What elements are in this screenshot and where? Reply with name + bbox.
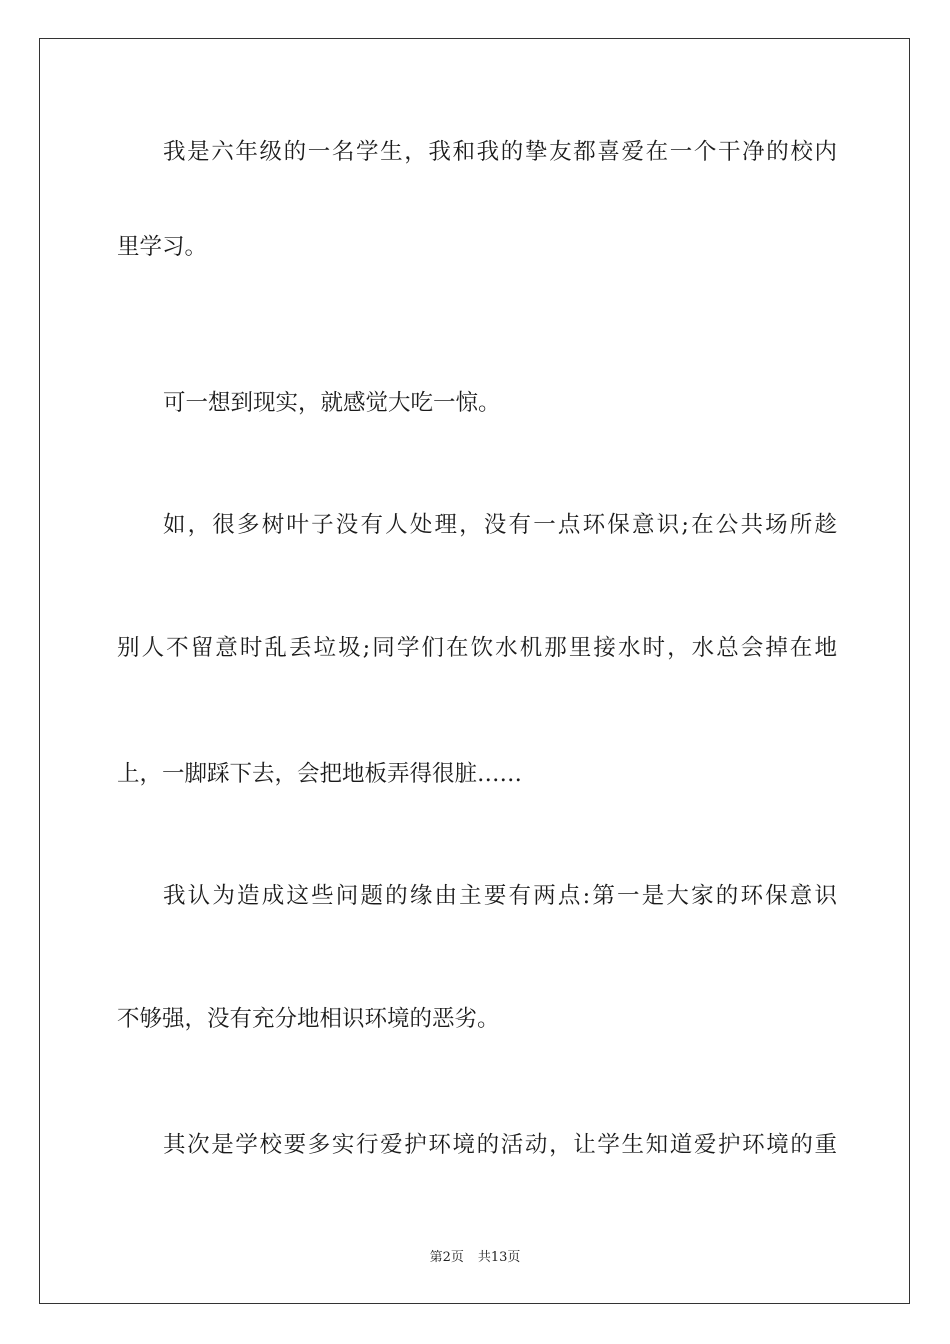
current-page-label: 第2页 bbox=[429, 1250, 464, 1265]
paragraph-line-7: 我认为造成这些问题的缘由主要有两点:第一是大家的环保意识 bbox=[163, 883, 837, 909]
page-border bbox=[39, 38, 910, 1304]
paragraph-line-8: 不够强，没有充分地相识环境的恶劣。 bbox=[117, 1006, 500, 1032]
page-footer bbox=[0, 1246, 950, 1265]
paragraph-line-4: 如，很多树叶子没有人处理，没有一点环保意识;在公共场所趁 bbox=[163, 512, 837, 538]
paragraph-line-2: 里学习。 bbox=[117, 234, 208, 260]
paragraph-line-1: 我是六年级的一名学生，我和我的挚友都喜爱在一个干净的校内 bbox=[163, 139, 837, 165]
paragraph-line-9: 其次是学校要多实行爱护环境的活动，让学生知道爱护环境的重 bbox=[163, 1132, 837, 1158]
paragraph-line-6: 上，一脚踩下去，会把地板弄得很脏…… bbox=[117, 761, 523, 787]
total-pages-label: 共13页 bbox=[477, 1250, 521, 1265]
paragraph-line-3: 可一想到现实，就感觉大吃一惊。 bbox=[163, 390, 501, 416]
paragraph-line-5: 别人不留意时乱丢垃圾;同学们在饮水机那里接水时，水总会掉在地 bbox=[117, 635, 837, 661]
